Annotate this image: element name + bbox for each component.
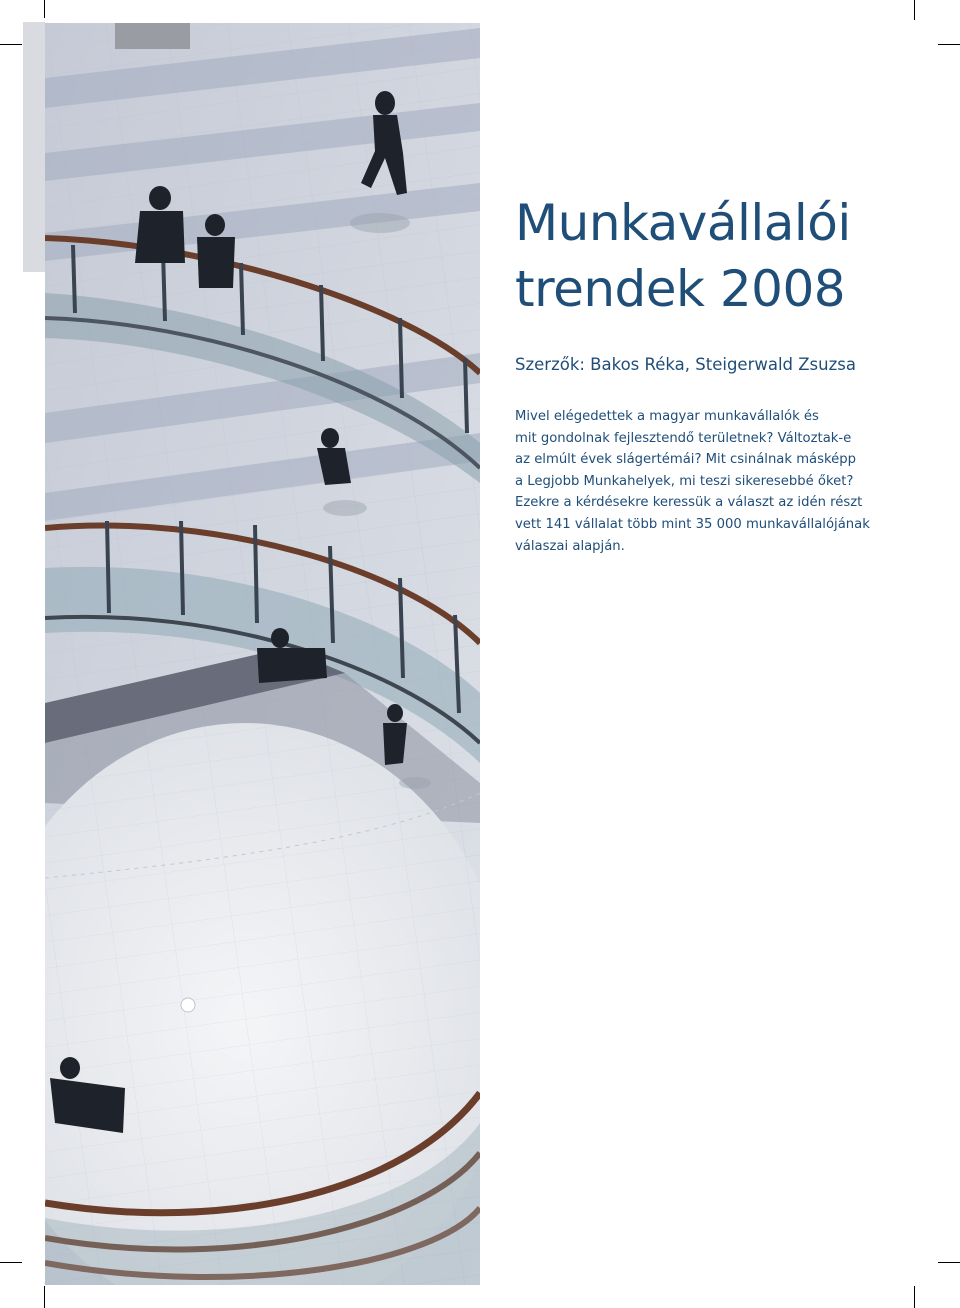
cover-photo <box>45 23 480 1285</box>
crop-mark-bottom-left-v <box>44 1286 45 1308</box>
document-title <box>515 190 935 322</box>
mall-atrium-illustration <box>45 23 480 1285</box>
title-line: trendek 2008 <box>515 260 846 318</box>
abstract-line: válaszai alapján. <box>515 538 625 554</box>
abstract-line: Ezekre a kérdésekre keressük a választ az idén részt <box>515 495 863 511</box>
abstract-line: az elmúlt évek slágertémái? Mit csinálnak másképp <box>515 452 857 468</box>
abstract-line: mit gondolnak fejlesztendő területnek? Változtak-e <box>515 430 852 446</box>
crop-mark-top-right-h <box>938 44 960 45</box>
crop-mark-bottom-right-v <box>914 1286 915 1308</box>
crop-mark-top-right-v <box>914 0 915 20</box>
abstract-line: vett 141 vállalat több mint 35 000 munkavállalójának <box>515 516 870 532</box>
page-edge-tab <box>23 22 45 272</box>
abstract-line: Mivel elégedettek a magyar munkavállalók és <box>515 409 819 424</box>
crop-mark-bottom-left-h <box>0 1262 22 1263</box>
text-column <box>515 190 935 557</box>
crop-mark-bottom-right-h <box>938 1262 960 1263</box>
abstract-paragraph <box>515 406 870 557</box>
title-line: Munkavállalói <box>515 194 851 252</box>
abstract-line: a Legjobb Munkahelyek, mi teszi sikeresebbé őket? <box>515 473 854 489</box>
floor-light <box>181 998 195 1012</box>
crop-mark-top-left-h <box>0 44 22 45</box>
kiosk <box>115 23 190 49</box>
crop-mark-top-left-v <box>44 0 45 18</box>
authors-line: Szerzők: Bakos Réka, Steigerwald Zsuzsa <box>515 355 856 374</box>
